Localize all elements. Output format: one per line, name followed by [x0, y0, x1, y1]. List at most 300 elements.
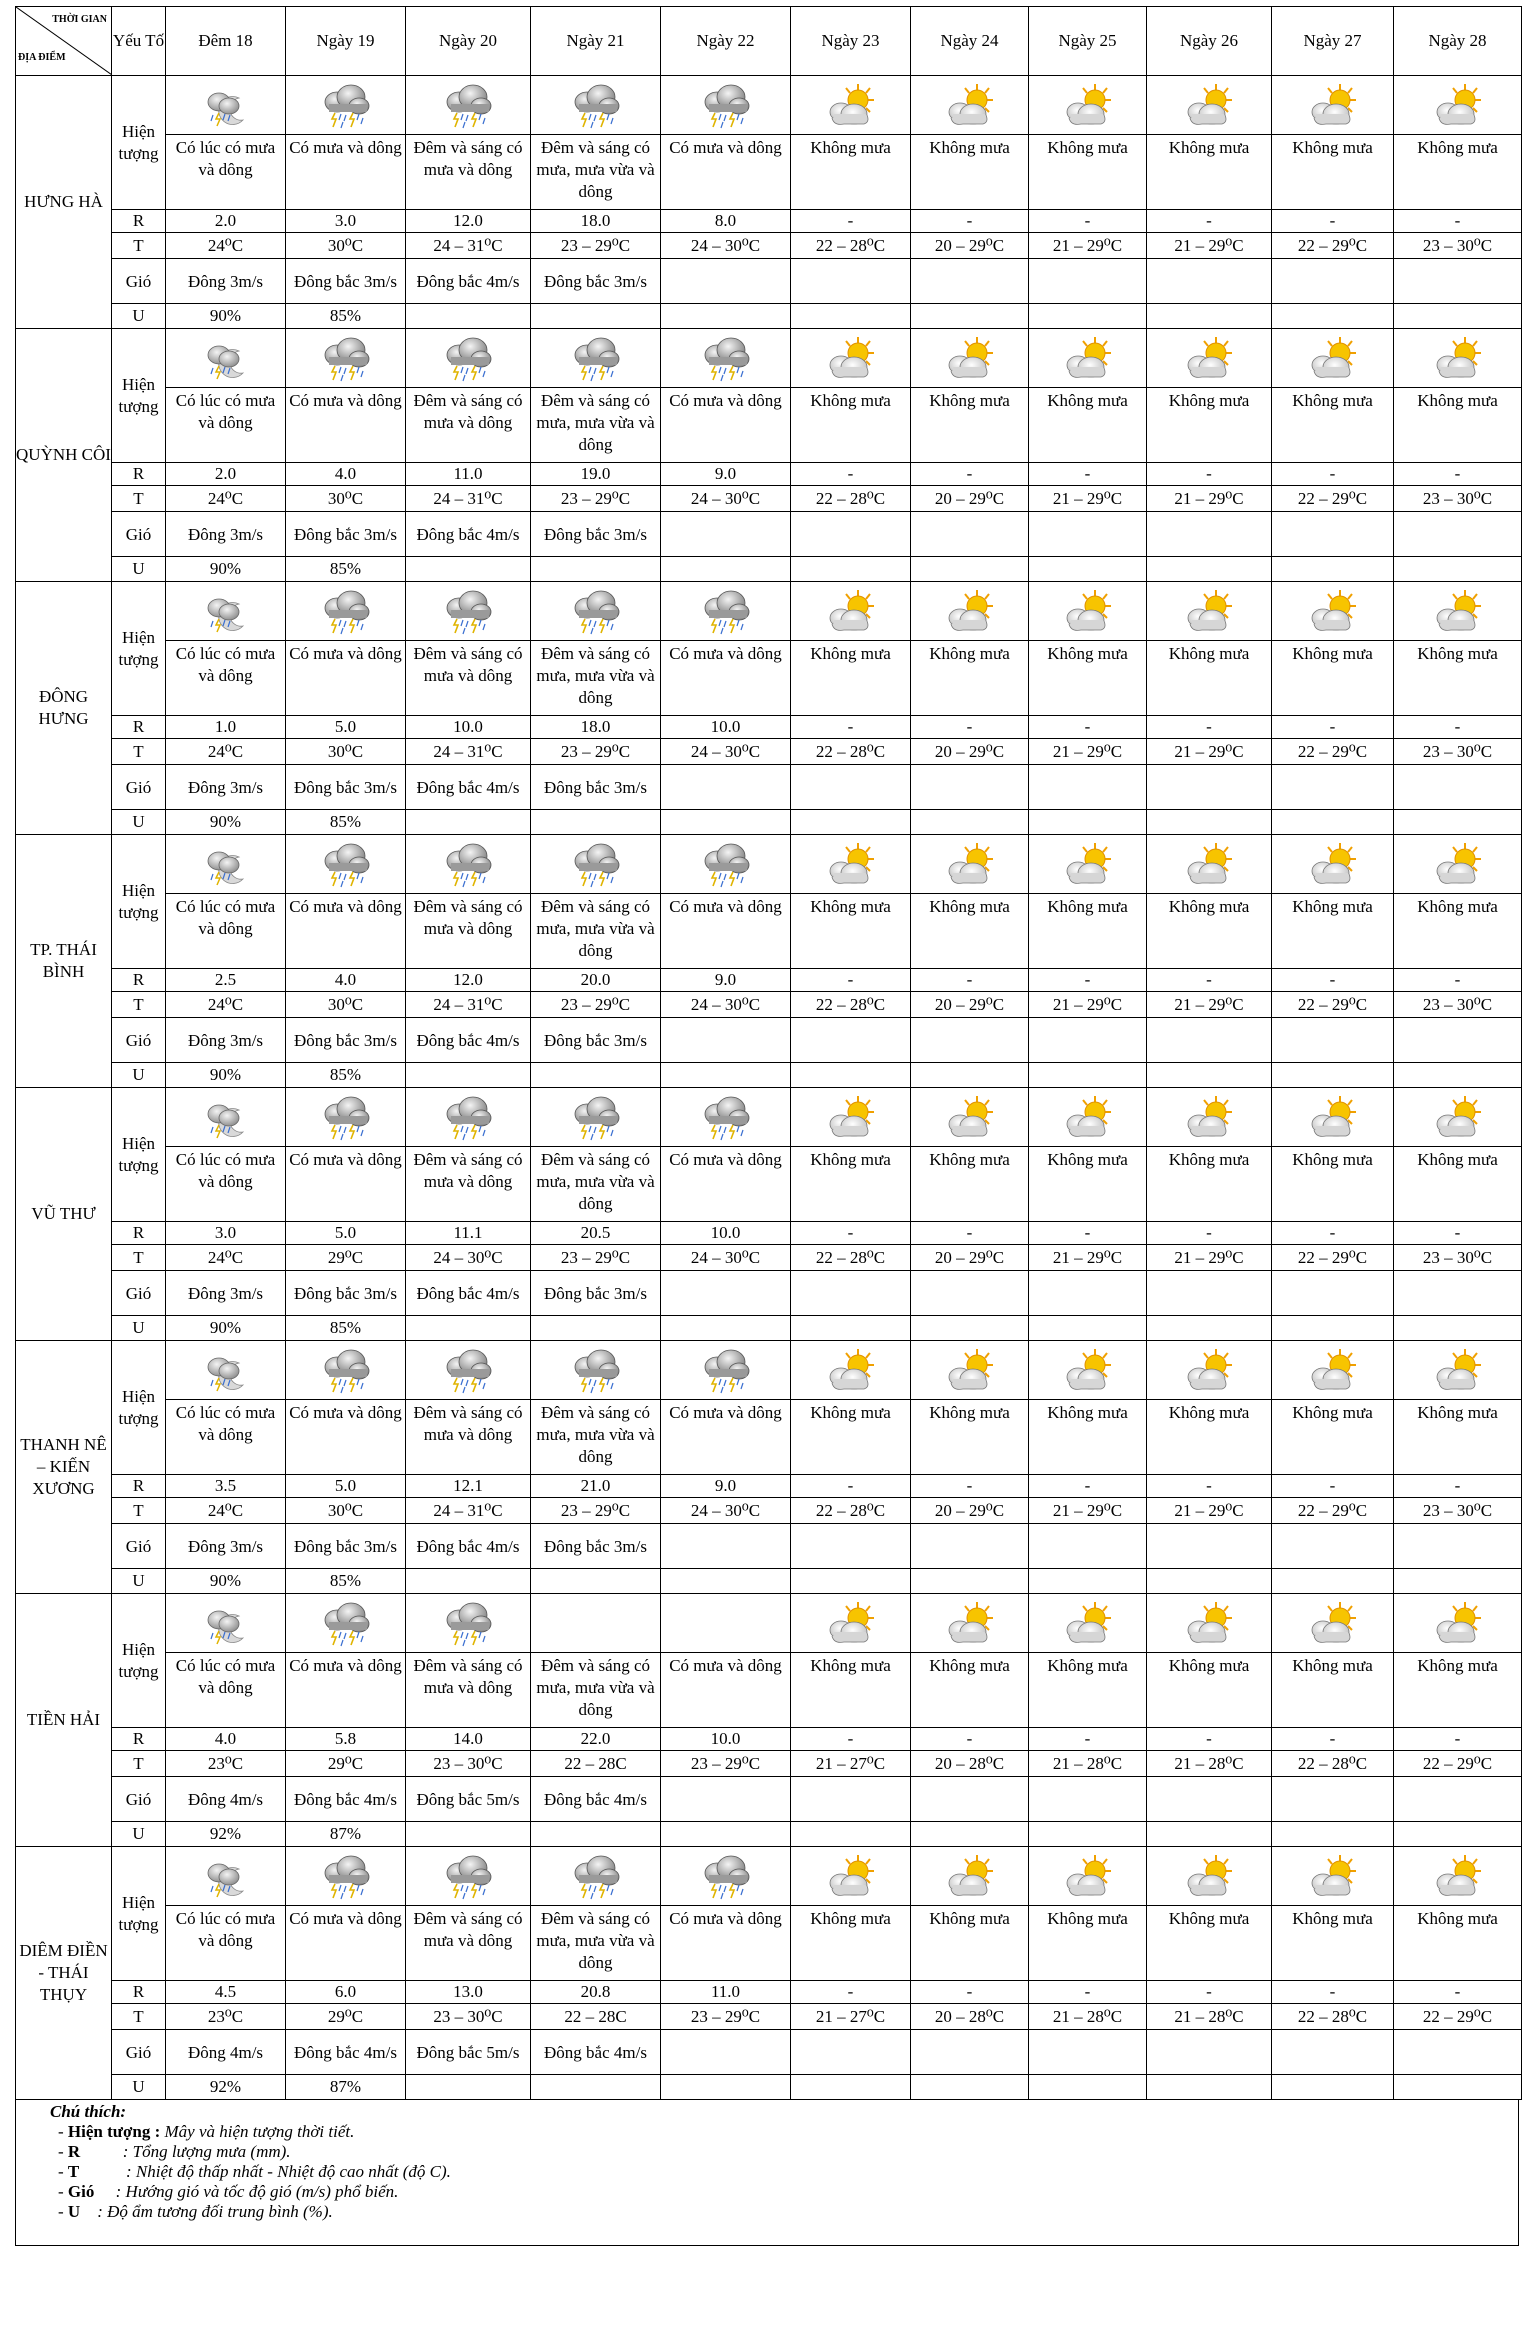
- partly-sunny-icon: [791, 82, 910, 130]
- weather-icon-cell: [911, 582, 1029, 641]
- weather-icon-cell: [1272, 582, 1394, 641]
- partly-sunny-icon: [1147, 1600, 1271, 1648]
- wind-value: Đông bắc 4m/s: [406, 765, 531, 810]
- note-key: Hiện tượng :: [67, 2122, 161, 2141]
- weather-description: Không mưa: [791, 641, 911, 716]
- wind-value: [1029, 1524, 1147, 1569]
- storm-icon: [661, 1094, 790, 1142]
- humidity-value: [1394, 810, 1522, 835]
- rain-value: 20.5: [531, 1222, 661, 1245]
- storm-icon: [406, 1853, 530, 1901]
- weather-icon-cell: [791, 1594, 911, 1653]
- weather-description: Đêm và sáng có mưa và dông: [406, 1906, 531, 1981]
- rain-value: -: [791, 1475, 911, 1498]
- storm-icon: [286, 1600, 405, 1648]
- weather-icon-cell: [1394, 1594, 1522, 1653]
- note-text: : Hướng gió và tốc độ gió (m/s) phổ biến.: [115, 2182, 399, 2201]
- wind-value: Đông 4m/s: [166, 2030, 286, 2075]
- weather-icon-cell: [1029, 329, 1147, 388]
- humidity-value: [1029, 1063, 1147, 1088]
- temp-value: 22 – 28⁰C: [791, 739, 911, 765]
- storm-icon: [406, 588, 530, 636]
- temp-value: 23 – 29⁰C: [531, 1245, 661, 1271]
- weather-description: Không mưa: [1394, 1653, 1522, 1728]
- weather-description: Không mưa: [1147, 641, 1272, 716]
- storm-icon: [661, 1853, 790, 1901]
- weather-description: Đêm và sáng có mưa, mưa vừa và dông: [531, 388, 661, 463]
- temp-value: 23 – 30⁰C: [1394, 486, 1522, 512]
- rain-value: -: [1272, 969, 1394, 992]
- wind-value: [1272, 765, 1394, 810]
- rain-value: 11.0: [406, 463, 531, 486]
- wind-value: Đông bắc 3m/s: [531, 765, 661, 810]
- wind-value: [1029, 259, 1147, 304]
- weather-description: Có mưa và dông: [661, 1400, 791, 1475]
- wind-value: [1272, 1271, 1394, 1316]
- rain-row: [16, 716, 1522, 739]
- weather-icon-cell: [166, 1847, 286, 1906]
- weather-icon-cell: [1394, 582, 1522, 641]
- label-wind: Gió: [112, 259, 166, 304]
- weather-icon-cell: [531, 1341, 661, 1400]
- rain-value: -: [1147, 1475, 1272, 1498]
- humidity-value: 90%: [166, 1316, 286, 1341]
- day-header: Ngày 27: [1272, 7, 1394, 76]
- wind-value: [1147, 2030, 1272, 2075]
- temp-value: 24 – 30⁰C: [661, 1245, 791, 1271]
- storm-icon: [286, 1853, 405, 1901]
- weather-icon-cell: [1029, 1341, 1147, 1400]
- partly-sunny-icon: [1029, 841, 1146, 889]
- label-wind: Gió: [112, 1777, 166, 1822]
- weather-description: Đêm và sáng có mưa và dông: [406, 1147, 531, 1222]
- temp-value: 23 – 30⁰C: [1394, 739, 1522, 765]
- label-wind: Gió: [112, 1271, 166, 1316]
- weather-icon-cell: [1029, 1594, 1147, 1653]
- rain-value: -: [1272, 1222, 1394, 1245]
- icon-row: [16, 1088, 1522, 1147]
- icon-row: [16, 329, 1522, 388]
- wind-row: [16, 1018, 1522, 1063]
- humidity-value: [531, 304, 661, 329]
- note-line: - Hiện tượng : Mây và hiện tượng thời tiết.: [58, 2122, 355, 2141]
- weather-icon-cell: [1394, 835, 1522, 894]
- storm-icon: [406, 1347, 530, 1395]
- rain-value: 5.8: [286, 1728, 406, 1751]
- humidity-value: [791, 1316, 911, 1341]
- partly-sunny-icon: [1272, 335, 1393, 383]
- rain-value: -: [1147, 463, 1272, 486]
- temp-value: 24⁰C: [166, 1245, 286, 1271]
- weather-description: Không mưa: [1029, 641, 1147, 716]
- wind-value: Đông bắc 4m/s: [406, 1524, 531, 1569]
- humidity-value: [1147, 304, 1272, 329]
- temp-value: 20 – 29⁰C: [911, 739, 1029, 765]
- humidity-value: 85%: [286, 304, 406, 329]
- temp-value: 20 – 29⁰C: [911, 992, 1029, 1018]
- rain-value: -: [911, 716, 1029, 739]
- weather-description: Có mưa và dông: [661, 641, 791, 716]
- humidity-value: [531, 810, 661, 835]
- wind-value: [1272, 1018, 1394, 1063]
- weather-icon-cell: [166, 329, 286, 388]
- weather-description: Không mưa: [1394, 135, 1522, 210]
- location-name: TP. THÁI BÌNH: [16, 835, 112, 1088]
- wind-value: Đông 4m/s: [166, 1777, 286, 1822]
- description-row: [16, 1906, 1522, 1981]
- weather-icon-cell: [531, 835, 661, 894]
- storm-icon: [286, 335, 405, 383]
- humidity-row: [16, 1063, 1522, 1088]
- temp-value: 22 – 29⁰C: [1272, 992, 1394, 1018]
- temp-value: 22 – 28C: [531, 1751, 661, 1777]
- weather-description: Không mưa: [1029, 1400, 1147, 1475]
- temp-value: 23 – 30⁰C: [406, 2004, 531, 2030]
- temp-value: 24 – 31⁰C: [406, 1498, 531, 1524]
- rain-value: 6.0: [286, 1981, 406, 2004]
- rain-value: -: [1394, 210, 1522, 233]
- forecast-table: [15, 6, 1522, 2100]
- rain-value: 3.0: [166, 1222, 286, 1245]
- weather-description: Không mưa: [1147, 894, 1272, 969]
- humidity-value: [406, 1063, 531, 1088]
- rain-value: -: [911, 463, 1029, 486]
- humidity-value: [531, 1063, 661, 1088]
- rain-value: -: [1272, 210, 1394, 233]
- wind-value: [661, 512, 791, 557]
- partly-sunny-icon: [1147, 335, 1271, 383]
- weather-description: Không mưa: [1147, 1147, 1272, 1222]
- temp-row: [16, 992, 1522, 1018]
- label-phenomenon: Hiện tượng: [112, 1088, 166, 1222]
- notes-title: Chú thích:: [50, 2102, 127, 2121]
- weather-icon-cell: [406, 76, 531, 135]
- rain-value: -: [1272, 463, 1394, 486]
- wind-row: [16, 1524, 1522, 1569]
- rain-value: -: [791, 463, 911, 486]
- temp-value: 21 – 29⁰C: [1029, 1498, 1147, 1524]
- weather-icon-cell: [166, 1594, 286, 1653]
- night-storm-icon: [166, 588, 285, 636]
- note-key: Gió: [67, 2182, 95, 2201]
- weather-description: Có mưa và dông: [286, 1653, 406, 1728]
- wind-value: [1147, 765, 1272, 810]
- factor-header: Yếu Tố: [112, 7, 166, 76]
- temp-row: [16, 739, 1522, 765]
- weather-icon-cell: [531, 582, 661, 641]
- rain-value: 4.0: [166, 1728, 286, 1751]
- wind-value: Đông bắc 3m/s: [286, 1524, 406, 1569]
- partly-sunny-icon: [1029, 1347, 1146, 1395]
- night-storm-icon: [166, 841, 285, 889]
- wind-value: [791, 1018, 911, 1063]
- weather-icon-cell: [286, 1594, 406, 1653]
- wind-value: [1394, 1018, 1522, 1063]
- night-storm-icon: [166, 82, 285, 130]
- storm-icon: [286, 82, 405, 130]
- storm-icon: [661, 82, 790, 130]
- weather-icon-cell: [1029, 1088, 1147, 1147]
- day-header: Ngày 20: [406, 7, 531, 76]
- wind-value: Đông bắc 3m/s: [286, 765, 406, 810]
- humidity-value: [406, 810, 531, 835]
- rain-value: -: [1029, 1475, 1147, 1498]
- weather-description: Có lúc có mưa và dông: [166, 1147, 286, 1222]
- humidity-row: [16, 557, 1522, 582]
- weather-icon-cell: [1147, 582, 1272, 641]
- temp-value: 21 – 29⁰C: [1029, 486, 1147, 512]
- wind-value: Đông bắc 3m/s: [286, 512, 406, 557]
- partly-sunny-icon: [791, 1853, 910, 1901]
- weather-description: Không mưa: [1394, 641, 1522, 716]
- rain-value: 12.0: [406, 210, 531, 233]
- humidity-value: [531, 2075, 661, 2100]
- weather-description: Không mưa: [1272, 894, 1394, 969]
- weather-icon-cell: [166, 76, 286, 135]
- weather-description: Không mưa: [1147, 135, 1272, 210]
- rain-value: 10.0: [661, 1728, 791, 1751]
- weather-icon-cell: [286, 1088, 406, 1147]
- wind-value: [1272, 512, 1394, 557]
- icon-row: [16, 582, 1522, 641]
- weather-description: Có mưa và dông: [661, 1906, 791, 1981]
- wind-value: [911, 1018, 1029, 1063]
- rain-row: [16, 1222, 1522, 1245]
- weather-description: Không mưa: [911, 894, 1029, 969]
- weather-icon-cell: [1272, 835, 1394, 894]
- description-row: [16, 641, 1522, 716]
- weather-description: Đêm và sáng có mưa, mưa vừa và dông: [531, 1400, 661, 1475]
- humidity-value: [1394, 1822, 1522, 1847]
- temp-row: [16, 486, 1522, 512]
- humidity-value: [791, 1569, 911, 1594]
- weather-description: Có lúc có mưa và dông: [166, 1653, 286, 1728]
- temp-row: [16, 1751, 1522, 1777]
- rain-value: 5.0: [286, 1475, 406, 1498]
- humidity-value: [1029, 1316, 1147, 1341]
- wind-value: [1394, 1524, 1522, 1569]
- partly-sunny-icon: [1147, 1853, 1271, 1901]
- storm-icon: [661, 588, 790, 636]
- humidity-value: [1147, 1822, 1272, 1847]
- partly-sunny-icon: [911, 1853, 1028, 1901]
- humidity-value: [406, 2075, 531, 2100]
- temp-value: 21 – 28⁰C: [1029, 1751, 1147, 1777]
- weather-description: Có mưa và dông: [286, 1147, 406, 1222]
- temp-value: 22 – 28⁰C: [1272, 2004, 1394, 2030]
- wind-value: Đông bắc 3m/s: [286, 259, 406, 304]
- rain-value: -: [911, 1728, 1029, 1751]
- temp-value: 21 – 29⁰C: [1147, 1498, 1272, 1524]
- partly-sunny-icon: [1272, 841, 1393, 889]
- temp-value: 21 – 29⁰C: [1029, 1245, 1147, 1271]
- rain-value: -: [1394, 1222, 1522, 1245]
- temp-value: 22 – 29⁰C: [1272, 1245, 1394, 1271]
- humidity-value: [1029, 1569, 1147, 1594]
- humidity-value: [911, 1569, 1029, 1594]
- rain-value: 20.0: [531, 969, 661, 992]
- wind-value: [661, 1271, 791, 1316]
- weather-description: Không mưa: [1147, 1653, 1272, 1728]
- weather-icon-cell: [1029, 76, 1147, 135]
- partly-sunny-icon: [791, 841, 910, 889]
- wind-value: [791, 1524, 911, 1569]
- icon-row: [16, 1341, 1522, 1400]
- humidity-row: [16, 2075, 1522, 2100]
- temp-value: 30⁰C: [286, 1498, 406, 1524]
- temp-value: 21 – 29⁰C: [1029, 739, 1147, 765]
- humidity-value: [1029, 1822, 1147, 1847]
- weather-description: Đêm và sáng có mưa và dông: [406, 894, 531, 969]
- location-name: TIỀN HẢI: [16, 1594, 112, 1847]
- partly-sunny-icon: [911, 82, 1028, 130]
- wind-value: Đông 3m/s: [166, 765, 286, 810]
- weather-icon-cell: [791, 582, 911, 641]
- weather-description: Đêm và sáng có mưa và dông: [406, 1400, 531, 1475]
- humidity-value: [911, 1316, 1029, 1341]
- rain-value: -: [1147, 716, 1272, 739]
- weather-icon-cell: [531, 329, 661, 388]
- rain-value: 22.0: [531, 1728, 661, 1751]
- wind-value: Đông bắc 3m/s: [286, 1271, 406, 1316]
- humidity-value: [791, 557, 911, 582]
- partly-sunny-icon: [1147, 588, 1271, 636]
- temp-value: 24⁰C: [166, 486, 286, 512]
- wind-value: [661, 2030, 791, 2075]
- temp-value: 21 – 27⁰C: [791, 1751, 911, 1777]
- partly-sunny-icon: [791, 1347, 910, 1395]
- wind-value: [1029, 512, 1147, 557]
- rain-value: 21.0: [531, 1475, 661, 1498]
- rain-value: -: [1029, 463, 1147, 486]
- label-wind: Gió: [112, 1524, 166, 1569]
- wind-value: [911, 259, 1029, 304]
- rain-value: -: [1394, 1728, 1522, 1751]
- weather-icon-cell: [1394, 76, 1522, 135]
- label-temp: T: [112, 233, 166, 259]
- rain-value: 2.5: [166, 969, 286, 992]
- weather-icon-cell: [1272, 76, 1394, 135]
- humidity-value: [791, 810, 911, 835]
- weather-description: Không mưa: [1394, 388, 1522, 463]
- weather-icon-cell: [286, 76, 406, 135]
- partly-sunny-icon: [911, 841, 1028, 889]
- weather-description: Có mưa và dông: [286, 641, 406, 716]
- wind-value: [911, 1777, 1029, 1822]
- wind-value: Đông bắc 3m/s: [286, 1018, 406, 1063]
- partly-sunny-icon: [1394, 1094, 1521, 1142]
- temp-value: 23 – 30⁰C: [1394, 992, 1522, 1018]
- rain-value: 12.1: [406, 1475, 531, 1498]
- rain-value: -: [791, 1981, 911, 2004]
- weather-icon-cell: [1272, 329, 1394, 388]
- temp-value: 21 – 29⁰C: [1147, 739, 1272, 765]
- humidity-value: [406, 1316, 531, 1341]
- weather-description: Không mưa: [911, 388, 1029, 463]
- corner-place-label: ĐỊA ĐIỂM: [18, 52, 66, 63]
- day-header: Ngày 25: [1029, 7, 1147, 76]
- temp-value: 29⁰C: [286, 1751, 406, 1777]
- storm-icon: [286, 1094, 405, 1142]
- weather-description: Không mưa: [1029, 1147, 1147, 1222]
- temp-value: 24⁰C: [166, 739, 286, 765]
- humidity-value: [1147, 1063, 1272, 1088]
- weather-icon-cell: [661, 1594, 791, 1653]
- humidity-value: [661, 1569, 791, 1594]
- label-humidity: U: [112, 1822, 166, 1847]
- rain-value: 3.0: [286, 210, 406, 233]
- note-line: - T : Nhiệt độ thấp nhất - Nhiệt độ cao nhất (độ C).: [58, 2162, 451, 2181]
- label-rain: R: [112, 1981, 166, 2004]
- wind-value: [1029, 1271, 1147, 1316]
- wind-value: [1272, 1524, 1394, 1569]
- humidity-value: [1394, 1569, 1522, 1594]
- humidity-value: [531, 557, 661, 582]
- wind-value: Đông bắc 4m/s: [286, 1777, 406, 1822]
- storm-icon: [286, 588, 405, 636]
- rain-value: -: [791, 1728, 911, 1751]
- wind-value: [1394, 2030, 1522, 2075]
- weather-icon-cell: [531, 1594, 661, 1653]
- wind-value: Đông bắc 3m/s: [531, 512, 661, 557]
- wind-value: [911, 1271, 1029, 1316]
- weather-icon-cell: [661, 1847, 791, 1906]
- partly-sunny-icon: [1272, 1094, 1393, 1142]
- weather-icon-cell: [791, 1088, 911, 1147]
- weather-description: Không mưa: [791, 388, 911, 463]
- wind-value: Đông bắc 4m/s: [406, 259, 531, 304]
- rain-value: -: [791, 716, 911, 739]
- humidity-value: 85%: [286, 810, 406, 835]
- wind-value: [1029, 765, 1147, 810]
- weather-description: Không mưa: [911, 1400, 1029, 1475]
- humidity-row: [16, 810, 1522, 835]
- humidity-value: [406, 1569, 531, 1594]
- wind-value: Đông 3m/s: [166, 1018, 286, 1063]
- weather-icon-cell: [1394, 1341, 1522, 1400]
- weather-icon-cell: [661, 329, 791, 388]
- weather-icon-cell: [406, 582, 531, 641]
- humidity-value: [1029, 557, 1147, 582]
- rain-value: -: [1147, 210, 1272, 233]
- humidity-value: [1272, 1569, 1394, 1594]
- storm-icon: [406, 841, 530, 889]
- weather-description: Không mưa: [1272, 641, 1394, 716]
- note-key: U: [67, 2202, 81, 2221]
- rain-value: -: [1394, 1981, 1522, 2004]
- weather-description: Có lúc có mưa và dông: [166, 1906, 286, 1981]
- weather-icon-cell: [531, 1088, 661, 1147]
- weather-icon-cell: [1029, 1847, 1147, 1906]
- location-name: QUỲNH CÔI: [16, 329, 112, 582]
- wind-value: Đông bắc 5m/s: [406, 2030, 531, 2075]
- temp-value: 21 – 29⁰C: [1029, 233, 1147, 259]
- label-humidity: U: [112, 557, 166, 582]
- weather-icon-cell: [406, 835, 531, 894]
- weather-icon-cell: [406, 329, 531, 388]
- weather-description: Đêm và sáng có mưa và dông: [406, 388, 531, 463]
- weather-description: Không mưa: [1272, 1147, 1394, 1222]
- weather-description: Có mưa và dông: [286, 894, 406, 969]
- humidity-row: [16, 1316, 1522, 1341]
- temp-value: 24 – 31⁰C: [406, 739, 531, 765]
- weather-icon-cell: [531, 76, 661, 135]
- label-phenomenon: Hiện tượng: [112, 329, 166, 463]
- weather-description: Không mưa: [1394, 894, 1522, 969]
- day-header: Đêm 18: [166, 7, 286, 76]
- weather-description: Không mưa: [1029, 894, 1147, 969]
- weather-description: Đêm và sáng có mưa, mưa vừa và dông: [531, 641, 661, 716]
